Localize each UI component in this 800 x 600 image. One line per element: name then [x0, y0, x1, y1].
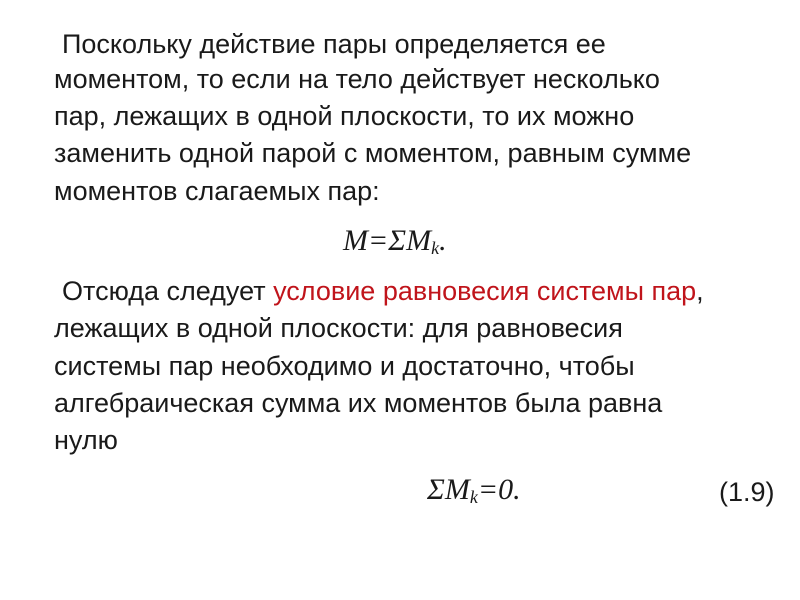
paragraph-2-line-5: нулю: [54, 425, 118, 455]
paragraph-1-line-5: моментов слагаемых пар:: [54, 176, 380, 206]
paragraph-2-line-3: системы пар необходимо и достаточно, чтобы: [54, 351, 635, 381]
paragraph-1-line-1: Поскольку действие пары определяется ее: [62, 29, 606, 59]
formula-equilibrium: [427, 473, 521, 514]
equation-number: (1.9): [719, 477, 775, 507]
formula-2-subscript: k: [469, 487, 478, 507]
paragraph-2-line-4: алгебраическая сумма их моментов была равна: [54, 388, 663, 418]
paragraph-2-line-1: [62, 274, 704, 308]
paragraph-2-line-2: лежащих в одной плоскости: для равновесия: [54, 313, 623, 343]
paragraph-1-line-2: моментом, то если на тело действует несколько: [54, 64, 660, 94]
sigma-symbol: Σ: [388, 224, 407, 257]
sigma-symbol: Σ: [427, 473, 445, 506]
formula-1-end: .: [439, 224, 447, 257]
formula-1-lhs: M=: [343, 224, 389, 257]
formula-moment-sum: [343, 224, 447, 265]
formula-2-rhs: =0.: [477, 473, 521, 506]
formula-2-var: M: [444, 473, 470, 506]
paragraph-1-line-4: заменить одной парой с моментом, равным сумме: [54, 138, 692, 168]
formula-1-subscript: k: [431, 238, 440, 258]
formula-1-var: M: [406, 224, 432, 257]
paragraph-2-prefix: Отсюда следует: [62, 276, 274, 306]
paragraph-1-line-3: пар, лежащих в одной плоскости, то их можно: [54, 101, 635, 131]
paragraph-2-comma: ,: [696, 276, 704, 306]
equilibrium-condition-highlight: условие равновесия системы пар: [273, 276, 697, 306]
